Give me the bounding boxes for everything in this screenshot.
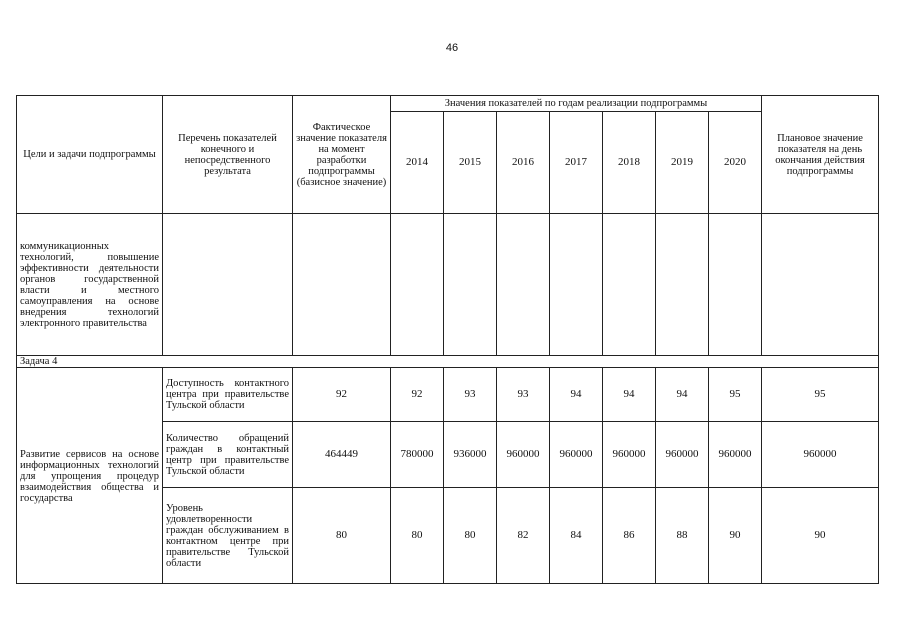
value-2016: 960000	[497, 422, 550, 488]
value-2016: 93	[497, 368, 550, 422]
indicators-table	[16, 95, 879, 584]
value-2017: 94	[550, 368, 603, 422]
actual-value: 80	[293, 488, 391, 584]
task-label: Задача 4	[17, 356, 879, 368]
actual-value: 464449	[293, 422, 391, 488]
year-2019: 2019	[656, 112, 709, 214]
indicator-name: Количество обращений граждан в контактный центр при правительстве Тульской области	[163, 422, 293, 488]
header-goals: Цели и задачи подпрограммы	[17, 96, 163, 214]
year-2018: 2018	[603, 112, 656, 214]
value-2015: 936000	[444, 422, 497, 488]
year-2016: 2016	[497, 112, 550, 214]
value-2019: 94	[656, 368, 709, 422]
planned-value: 960000	[762, 422, 879, 488]
value-2018: 94	[603, 368, 656, 422]
year-2014: 2014	[391, 112, 444, 214]
page-number: 46	[445, 42, 459, 54]
value-2018: 960000	[603, 422, 656, 488]
value-2014: 780000	[391, 422, 444, 488]
value-2019: 88	[656, 488, 709, 584]
task-goal: Развитие сервисов на основе информационных технологий для упрощения процедур взаимодействия общества и государства	[17, 368, 163, 584]
header-row-1	[17, 96, 879, 112]
continuation-text: коммуникационных технологий, повышение эффективности деятельности органов государственной власти и местного самоуправления на основе внедрения технологий электронного правительства	[17, 214, 163, 356]
planned-value: 95	[762, 368, 879, 422]
planned-value: 90	[762, 488, 879, 584]
value-2017: 84	[550, 488, 603, 584]
value-2017: 960000	[550, 422, 603, 488]
header-actual: Фактическое значение показателя на момент разработки подпрограммы (базисное значение)	[293, 96, 391, 214]
header-planned: Плановое значение показателя на день окончания действия подпрограммы	[762, 96, 879, 214]
value-2020: 960000	[709, 422, 762, 488]
actual-value: 92	[293, 368, 391, 422]
value-2015: 80	[444, 488, 497, 584]
value-2014: 92	[391, 368, 444, 422]
value-2014: 80	[391, 488, 444, 584]
continuation-row	[17, 214, 879, 356]
value-2019: 960000	[656, 422, 709, 488]
indicator-name: Доступность контактного центра при правительстве Тульской области	[163, 368, 293, 422]
year-2017: 2017	[550, 112, 603, 214]
task-row	[17, 356, 879, 368]
value-2015: 93	[444, 368, 497, 422]
year-2015: 2015	[444, 112, 497, 214]
indicator-name: Уровень удовлетворенности граждан обслуживанием в контактном центре при правительстве Тульской области	[163, 488, 293, 584]
value-2020: 95	[709, 368, 762, 422]
table-row	[17, 368, 879, 422]
value-2018: 86	[603, 488, 656, 584]
value-2020: 90	[709, 488, 762, 584]
header-indicators: Перечень показателей конечного и непосредственного результата	[163, 96, 293, 214]
header-values-by-year: Значения показателей по годам реализации подпрограммы	[391, 96, 762, 112]
year-2020: 2020	[709, 112, 762, 214]
value-2016: 82	[497, 488, 550, 584]
